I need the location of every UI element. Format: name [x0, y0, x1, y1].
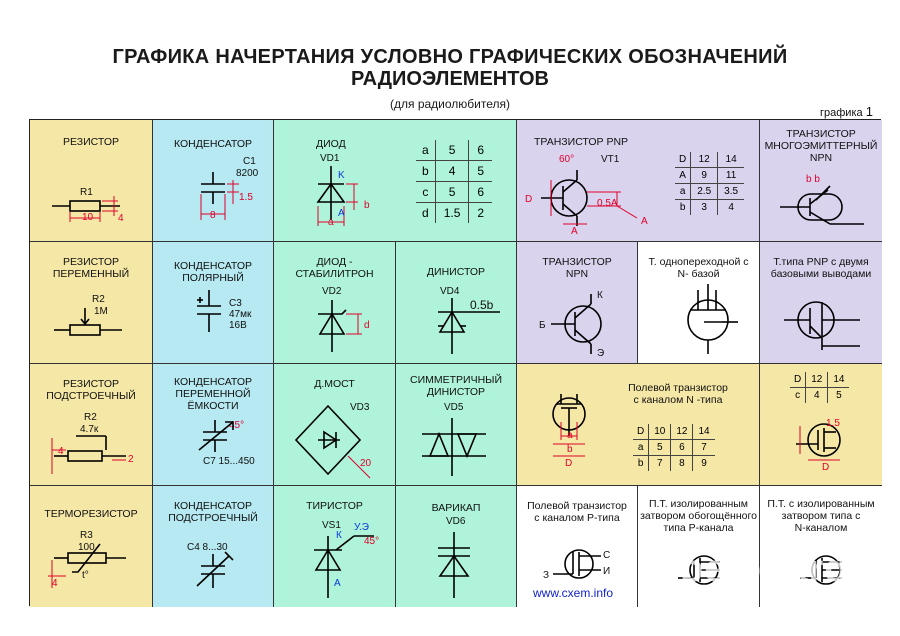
dim-label: b b [806, 174, 820, 185]
temp-label: t° [82, 570, 89, 581]
table-cell: 5 [649, 440, 671, 456]
table-cell: 5 [435, 140, 469, 161]
table-cell: 10 [649, 424, 671, 440]
dim-label: 0.5b [470, 298, 494, 312]
value-label: 100 [78, 542, 95, 553]
table-cell: b [633, 456, 649, 472]
cathode-label: К [336, 530, 342, 541]
cell-label: ВАРИКАП [431, 502, 481, 514]
dim-label: 2 [128, 454, 134, 465]
ref-label: VT1 [601, 154, 620, 165]
cell-label: ДИНИСТОР [426, 266, 486, 278]
cell-zener [274, 242, 396, 364]
voltage-label: 16В [229, 320, 247, 331]
cell-pnp-two-bases [760, 242, 882, 364]
dim-label: D [565, 458, 573, 469]
table-cell: d [416, 203, 435, 224]
dim-label: 10 [82, 212, 94, 223]
cell-label: РЕЗИСТОР [62, 136, 119, 148]
unijunction-symbol [638, 242, 760, 364]
table-cell: 4 [435, 161, 469, 182]
table-cell: 9 [691, 168, 718, 184]
cell-label: КОНДЕНСАТОР ПОДСТРОЕЧНЫЙ [168, 500, 258, 524]
cell-label: ТРАНЗИСТОР PNP [534, 136, 629, 148]
sheet-label: графика 1 [820, 104, 873, 119]
cell-trim-cap [153, 486, 274, 607]
cell-thyristor [274, 486, 396, 607]
trim-cap-symbol [153, 486, 274, 607]
ref-label: R3 [80, 530, 93, 541]
cell-bridge [274, 364, 396, 486]
angle-label: 45° [229, 420, 245, 431]
anode-label: А [334, 578, 341, 589]
emitter-label: Э [597, 348, 605, 359]
cell-label: Полевой транзистор с каналом Р-типа [527, 500, 627, 524]
cell-label: Полевой транзистор с каналом N -типа [628, 382, 728, 406]
dim-label: b [364, 200, 370, 211]
dim-label: A [571, 226, 578, 237]
cell-dinistor [396, 242, 517, 364]
cell-label: ТЕРМОРЕЗИСТОР [44, 508, 138, 520]
ref-label: VS1 [322, 520, 341, 531]
table-cell: D [675, 152, 691, 168]
page-title-line2: РАДИОЭЛЕМЕНТОВ [351, 68, 549, 90]
cell-label: П.Т. с изолированным затвором типа с N-каналом [767, 498, 875, 534]
dim-label: 1.5 [826, 418, 840, 429]
cell-label: Д.МОСТ [314, 378, 355, 390]
table-cell: 14 [718, 152, 744, 168]
dim-label: D [822, 462, 830, 473]
dim-label: 20 [360, 458, 372, 469]
cathode-label: K [338, 170, 345, 181]
table-cell: 4 [728, 202, 734, 213]
cell-varicap [396, 486, 517, 607]
ref-label: C1 [243, 156, 256, 167]
table-cell: D [633, 424, 649, 440]
dim-label: 1.5 [239, 192, 253, 203]
gate-label: У.Э [354, 522, 369, 533]
value-label: 1M [94, 306, 108, 317]
dim-label: 4 [52, 578, 58, 589]
cell-npn [517, 242, 638, 364]
sym-dinistor-symbol [396, 364, 517, 486]
cell-sym-dinistor [396, 364, 517, 486]
ref-label: R2 [84, 412, 97, 423]
table-cell: 12 [691, 152, 718, 168]
table-cell: c [416, 182, 435, 203]
table-cell: 5 [836, 390, 842, 401]
table-cell: b [416, 161, 435, 182]
fet-n-dims-table [633, 424, 715, 471]
symbol-board [29, 119, 881, 606]
page-subtitle: (для радиолюбителя) [389, 97, 510, 111]
table-cell: a [416, 140, 435, 161]
cell-fet-n [517, 364, 760, 486]
cell-label: СИММЕТРИЧНЫЙ ДИНИСТОР [409, 374, 502, 398]
dim-label: d [364, 320, 370, 331]
table-cell: 11 [718, 168, 744, 184]
cell-label: РЕЗИСТОР ПОДСТРОЕЧНЫЙ [46, 378, 136, 402]
angle-label: 60° [559, 154, 575, 165]
cell-label: Т.типа PNP с двумя базовыми выводами [770, 256, 872, 280]
ref-label: VD3 [350, 402, 370, 413]
cell-label: КОНДЕНСАТОР ПОЛЯРНЫЙ [173, 260, 253, 284]
gate-label: З [543, 570, 550, 581]
dim-label: a [567, 430, 573, 441]
cell-label: Т. однопереходной с N- базой [648, 256, 749, 280]
cell-resistor [30, 120, 153, 242]
cell-pnp [517, 120, 760, 242]
cell-thermistor [30, 486, 153, 607]
ref-label: R1 [80, 187, 93, 198]
dim-label: A [641, 216, 648, 227]
table-cell: a [633, 440, 649, 456]
ref-label: VD2 [322, 286, 342, 297]
dim-label: a [328, 217, 334, 228]
ref-label: R2 [92, 294, 105, 305]
page-title: ГРАФИКА НАЧЕРТАНИЯ УСЛОВНО ГРАФИЧЕСКИХ ОБОЗНАЧЕНИЙ [112, 46, 788, 68]
table-cell: 14 [828, 372, 850, 388]
trim-resistor-symbol [30, 364, 153, 486]
varicap-symbol [396, 486, 517, 607]
ref-label: VD5 [444, 402, 464, 413]
table-cell: 14 [693, 424, 715, 440]
value-label: 4.7к [80, 424, 99, 435]
table-cell: 12 [671, 424, 693, 440]
cell-multiemitter [760, 120, 882, 242]
cell-trim-resistor [30, 364, 153, 486]
cell-capacitor [153, 120, 274, 242]
zener-symbol [274, 242, 396, 364]
table-cell: 4 [806, 388, 828, 404]
cell-label: ДИОД - СТАБИЛИТРОН [295, 256, 374, 280]
ref-label: VD1 [320, 153, 340, 164]
table-cell: 5 [435, 182, 469, 203]
var-cap-symbol [153, 364, 274, 486]
table-cell: b [675, 200, 691, 216]
cell-label: П.Т. изолированным затвором обогощённого типа Р-канала [640, 498, 757, 534]
ref-label: VD6 [446, 516, 466, 527]
pnp-dims-table [675, 152, 744, 215]
table-cell: 9 [701, 458, 707, 469]
cell-label: КОНДЕНСАТОР [173, 138, 253, 150]
site-url: www.cxem.info [533, 586, 614, 600]
value-label: 8200 [236, 168, 259, 179]
cell-label: ТРАНЗИСТОР NPN [542, 256, 612, 280]
cell-polar-cap [153, 242, 274, 364]
collector-label: К [597, 290, 603, 301]
value-label: 47мк [229, 309, 252, 320]
diode-dims-table [416, 140, 492, 223]
ref-label: VD4 [440, 286, 460, 297]
cell-label: ТИРИСТОР [306, 500, 363, 512]
pnp-two-bases-symbol [760, 242, 882, 364]
polar-cap-symbol [153, 242, 274, 364]
ref-label: C7 15...450 [203, 456, 255, 467]
table-cell: 12 [806, 372, 828, 388]
watermark: be board [680, 548, 849, 590]
table-cell: A [675, 168, 691, 184]
cell-label: РЕЗИСТОР ПЕРЕМЕННЫЙ [52, 256, 130, 280]
table-cell: 2.5 [691, 184, 718, 200]
source-label: И [603, 566, 611, 577]
table-cell: D [790, 372, 806, 388]
table-cell: 7 [693, 440, 715, 456]
cell-var-resistor [30, 242, 153, 364]
capacitor-symbol [153, 120, 274, 242]
dim-label: 4 [58, 446, 64, 457]
dim-label: D [525, 194, 533, 205]
cell-unijunction [638, 242, 760, 364]
cell-label: ТРАНЗИСТОР МНОГОЭМИТТЕРНЫЙ NPN [764, 128, 878, 164]
dim-label: b [567, 444, 573, 455]
table-cell: 1.5 [435, 203, 469, 224]
table-cell: 6 [469, 140, 492, 161]
table-cell: 8 [671, 456, 693, 472]
table-cell: 5 [469, 161, 492, 182]
cell-fet-right [760, 364, 882, 486]
multiemitter-symbol [760, 120, 882, 242]
table-cell: 3 [691, 200, 718, 216]
cell-var-cap [153, 364, 274, 486]
cell-label: ДИОД [316, 138, 346, 150]
ref-label: C4 8...30 [187, 542, 228, 553]
table-cell: 6 [469, 182, 492, 203]
table-cell: c [790, 388, 806, 404]
fet-right-symbol [760, 364, 882, 486]
cell-label: КОНДЕНСАТОР ПЕРЕМЕННОЙ ЁМКОСТИ [173, 376, 253, 412]
table-cell: a [675, 184, 691, 200]
angle-label: 45° [364, 536, 380, 547]
bridge-symbol [274, 364, 396, 486]
drain-label: С [603, 550, 611, 561]
table-cell: 3.5 [718, 184, 744, 200]
table-cell: 7 [649, 456, 671, 472]
dinistor-symbol [396, 242, 517, 364]
dim-label: 4 [118, 213, 124, 224]
dim-label: 8 [210, 210, 216, 221]
dim-label: 0.5A [597, 198, 618, 209]
ref-label: C3 [229, 298, 242, 309]
thermistor-symbol [30, 486, 153, 607]
var-resistor-symbol [30, 242, 153, 364]
resistor-symbol [30, 120, 153, 242]
npn-symbol [517, 242, 638, 364]
table-cell: 2 [477, 206, 485, 220]
base-label: Б [539, 320, 546, 331]
cell-diode [274, 120, 517, 242]
table-cell: 6 [671, 440, 693, 456]
anode-label: A [338, 208, 345, 219]
